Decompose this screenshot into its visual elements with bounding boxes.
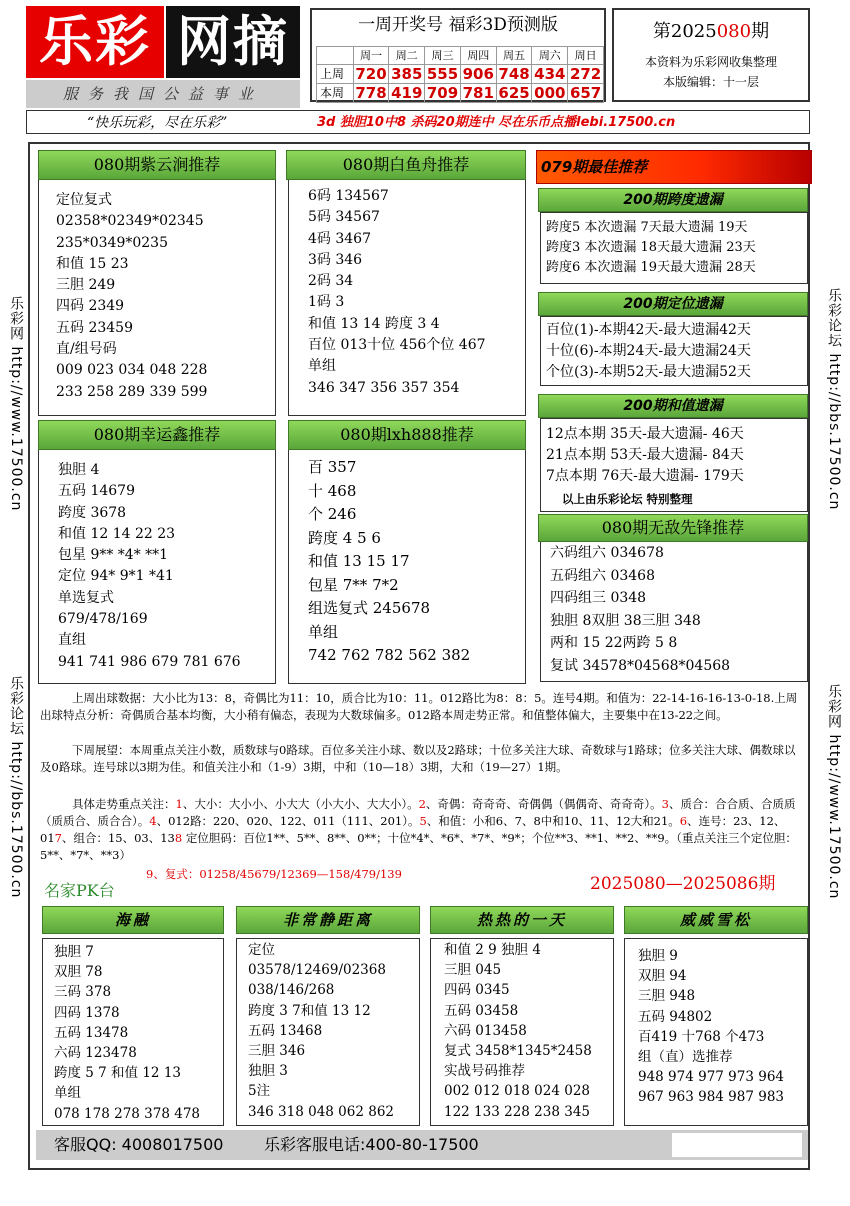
line: 三胆 346 xyxy=(248,1042,306,1059)
issue-title xyxy=(614,20,808,44)
logo-text-wang: 网摘 xyxy=(166,6,300,78)
line: 定位 94* 9*1 *41 xyxy=(58,568,174,585)
line: 单选复式 xyxy=(58,589,114,606)
panel-ziyun-title: 080期紫云涧推荐 xyxy=(38,150,276,180)
draw-number: 778 xyxy=(353,84,389,103)
line: 十 468 xyxy=(308,481,357,500)
line: 复试 34578*04568*04568 xyxy=(550,657,731,674)
trend-text: 、012路：220、020、122、011（111、201）。 xyxy=(156,814,420,828)
line: 2码 34 xyxy=(308,273,354,290)
weekly-draw-box xyxy=(310,8,606,102)
line: 包星 7** 7*2 xyxy=(308,575,399,594)
day-cell: 周日 xyxy=(568,47,604,65)
line: 346 347 356 357 354 xyxy=(308,379,460,396)
row-label: 本周 xyxy=(317,84,354,103)
pos-line: 十位(6)-本期24天-最大遗漏24天 xyxy=(546,343,751,359)
analysis-outlook: 下周展望：本周重点关注小数，质数球与0路球。百位多关注小球、数以及2路球；十位多关注大球、奇数球与1路球；位多关注大球、偶数球以及0路球。连号球以3期为佳。和值关注小和（1-9）3期，中和（10—18）3期，大和（19—27）1期。 xyxy=(40,743,796,774)
this-week-row xyxy=(317,84,604,103)
banner-promo[interactable]: 3d 独胆10中8 杀码20期连中 尽在乐币点播lebi.17500.cn xyxy=(317,115,676,130)
line: 3码 346 xyxy=(308,251,363,268)
pos-line: 个位(3)-本期52天-最大遗漏52天 xyxy=(546,364,751,380)
trend-intro: 具体走势重点关注： xyxy=(72,797,176,811)
draw-number: 906 xyxy=(460,65,496,84)
sum-note: 以上由乐彩论坛 特别整理 xyxy=(562,492,693,506)
pos-line: 百位(1)-本期42天-最大遗漏42天 xyxy=(546,322,751,338)
trend-text: 、和值：小和6、7、8中和10、11、12大和21。 xyxy=(426,814,680,828)
line: 03578/12469/02368 xyxy=(248,962,386,979)
day-cell: 周三 xyxy=(425,47,461,65)
line: 四码组三 0348 xyxy=(550,590,647,606)
panel-ziyun-body xyxy=(56,190,207,403)
trend-text: 、组合：15、03、13 xyxy=(61,831,175,845)
blank-cell xyxy=(317,47,354,65)
line: 复式 3458*1345*2458 xyxy=(444,1042,592,1059)
line: 单组 xyxy=(54,1085,81,1102)
line: 直组 xyxy=(58,632,86,649)
draw-number: 781 xyxy=(460,84,496,103)
banner-slogan: “快乐玩彩，尽在乐彩” xyxy=(87,115,228,131)
line: 跨度 4 5 6 xyxy=(308,528,381,547)
pk-col-4-title: 威威雪松 xyxy=(624,906,808,934)
footer-qq[interactable]: 客服QQ: 4008017500 xyxy=(54,1135,224,1154)
line: 独胆 7 xyxy=(54,944,94,960)
line: 038/146/268 xyxy=(248,982,335,999)
line: 五码 14679 xyxy=(58,483,135,500)
logo-slogan: 服务我国公益事业 xyxy=(26,80,300,108)
day-cell: 周一 xyxy=(353,47,389,65)
trend-num: 6 xyxy=(679,814,688,828)
line: 967 963 984 987 983 xyxy=(638,1089,785,1106)
day-cell: 周二 xyxy=(389,47,425,65)
line: 六码 123478 xyxy=(54,1044,137,1061)
trend-num: 2 xyxy=(418,797,426,811)
line: 四码 2349 xyxy=(56,298,125,315)
analysis-last-week: 上周出球数据：大小比为13：8，奇偶比为11：10，质合比为10：11。012路比为8：8：5。连号4期。和值为：22-14-16-16-13-0-18.上周出球特点分析：奇偶质合基本均衡，大小稍有偏态，表现为大数球偏多。012路本周走势正常。和值整体偏大，主要集中在13-22之间。 xyxy=(40,691,798,722)
line: 实战号码推荐 xyxy=(444,1063,525,1080)
panel-lxh-title: 080期lxh888推荐 xyxy=(288,420,526,450)
line: 和值 12 14 22 23 xyxy=(58,525,176,542)
line: 百419 十768 个473 xyxy=(638,1028,765,1045)
line: 百位 013十位 456个位 467 xyxy=(308,337,486,354)
line: 五码 03458 xyxy=(444,1002,519,1019)
pk-col-1-body xyxy=(54,942,200,1124)
draw-number: 625 xyxy=(496,84,532,103)
line: 五码 13478 xyxy=(54,1024,129,1041)
line: 独胆 9 xyxy=(638,948,678,964)
line: 五码 94802 xyxy=(638,1008,713,1025)
trend-num: 3 xyxy=(661,797,669,811)
panel-baiyu-title: 080期白鱼舟推荐 xyxy=(286,150,526,180)
line: 三胆 948 xyxy=(638,988,696,1005)
line: 948 974 977 973 964 xyxy=(638,1069,785,1086)
line: 个 246 xyxy=(308,505,357,523)
span-line: 跨度5 本次遗漏 7天最大遗漏 19天 xyxy=(546,220,748,235)
line: 两和 15 22两跨 5 8 xyxy=(550,635,678,651)
line: 双胆 94 xyxy=(638,968,687,985)
line: 独胆 4 xyxy=(58,462,100,478)
line: 组选复式 245678 xyxy=(308,599,431,617)
side-text-left-top[interactable]: 乐彩网 http://www.17500.cn xyxy=(8,296,24,512)
line: 009 023 034 048 228 xyxy=(56,362,208,379)
line: 4码 3467 xyxy=(308,230,371,247)
sum-line: 7点本期 76天-最大遗漏- 179天 xyxy=(546,468,744,484)
panel-wudi-body xyxy=(550,542,730,677)
line: 941 741 986 679 781 676 xyxy=(58,653,241,670)
pk-col-1-title: 海融 xyxy=(42,906,224,934)
draw-number: 434 xyxy=(532,65,568,84)
issue-suffix: 期 xyxy=(751,21,770,42)
span-miss-title: 200期跨度遗漏 xyxy=(538,188,808,212)
issue-box xyxy=(612,8,810,102)
weekly-draw-table xyxy=(316,46,604,103)
line: 跨度 3 7和值 13 12 xyxy=(248,1002,371,1019)
trend-num: 7 xyxy=(54,831,62,845)
draw-number: 720 xyxy=(353,65,389,84)
trend-num: 8 xyxy=(174,831,183,845)
footer-phone[interactable]: 乐彩客服电话:400-80-17500 xyxy=(264,1135,479,1154)
line: 六码组六 034678 xyxy=(550,545,664,561)
day-cell: 周四 xyxy=(460,47,496,65)
footer xyxy=(36,1130,808,1160)
draw-number: 709 xyxy=(425,84,461,103)
row-label: 上周 xyxy=(317,65,354,84)
pk-col-2-body xyxy=(248,940,394,1122)
line: 四码 0345 xyxy=(444,982,510,999)
issue-editor: 本版编辑：十一层 xyxy=(662,75,759,89)
line: 5码 34567 xyxy=(308,209,380,226)
line: 和值 13 15 17 xyxy=(308,552,410,570)
line: 五码 23459 xyxy=(56,319,133,336)
line: 6码 134567 xyxy=(308,188,389,204)
line: 和值 13 14 跨度 3 4 xyxy=(308,315,440,332)
trend-text: 、奇偶：奇奇奇、奇偶偶（偶偶奇、奇奇奇）。 xyxy=(425,797,662,811)
banner xyxy=(26,110,810,134)
side-text-right-bottom[interactable]: 乐彩网 http://www.17500.cn xyxy=(826,684,842,900)
span-line: 跨度6 本次遗漏 19天最大遗漏 28天 xyxy=(546,260,756,275)
last-week-row xyxy=(317,65,604,84)
line: 独胆 8双胆 38三胆 348 xyxy=(550,612,701,629)
line: 002 012 018 024 028 xyxy=(444,1083,591,1100)
draw-number: 272 xyxy=(568,65,604,84)
draw-number: 748 xyxy=(496,65,532,84)
line: 078 178 278 378 478 xyxy=(54,1105,201,1122)
trend-text: 、质合：合合质、合质质（质质合、质合合）。 xyxy=(40,797,796,828)
issue-source: 本资料为乐彩网收集整理 xyxy=(644,55,777,69)
line: 235*0349*0235 xyxy=(56,234,168,251)
line: 六码 013458 xyxy=(444,1022,527,1039)
line: 百 357 xyxy=(308,458,357,476)
panel-xingyun-body xyxy=(58,460,241,673)
line: 679/478/169 xyxy=(58,611,148,628)
draw-number: 000 xyxy=(532,84,568,103)
analysis-fushi: 9、复式：01258/45679/12369—158/479/139 xyxy=(146,867,402,881)
trend-text: 定位胆码：百位1**、5**、8**、0**；十位*4*、*6*、*7*、*9*；个位**3、**1、**2、**9。（重点关注三个定位胆：5**、*7*、**3） xyxy=(40,831,797,862)
trend-text: 、大小：大小小、小大大（小大小、大大小）。 xyxy=(182,797,419,811)
trend-num: 5 xyxy=(419,814,427,828)
pk-period: 2025080—2025086期 xyxy=(590,874,776,894)
line: 单组 xyxy=(308,358,336,375)
span-line: 跨度3 本次遗漏 18天最大遗漏 23天 xyxy=(546,240,756,255)
logo-mark xyxy=(26,6,300,78)
line: 742 762 782 562 382 xyxy=(308,646,471,664)
line: 五码 13468 xyxy=(248,1022,323,1039)
sum-line: 21点本期 53天-最大遗漏- 84天 xyxy=(546,447,744,463)
day-cell: 周五 xyxy=(496,47,532,65)
panel-xingyun-title: 080期幸运鑫推荐 xyxy=(38,420,276,450)
pk-col-3-title: 热热的一天 xyxy=(430,906,614,934)
line: 1码 3 xyxy=(308,294,345,311)
line: 独胆 3 xyxy=(248,1063,288,1080)
line: 定位复式 xyxy=(56,192,112,208)
issue-prefix: 第2025 xyxy=(652,21,717,42)
issue-number: 080 xyxy=(716,21,752,42)
line: 包星 9** *4* **1 xyxy=(58,547,169,564)
line: 02358*02349*02345 xyxy=(56,213,204,230)
line: 四码 1378 xyxy=(54,1004,120,1021)
logo-text-le: 乐彩 xyxy=(26,6,164,78)
line: 双胆 78 xyxy=(54,964,103,981)
sum-line: 12点本期 35天-最大遗漏- 46天 xyxy=(546,426,744,442)
trend-num: 1 xyxy=(175,797,183,811)
draw-number: 419 xyxy=(389,84,425,103)
pos-miss-title: 200期定位遗漏 xyxy=(538,292,808,316)
line: 和值 2 9 独胆 4 xyxy=(444,942,541,958)
line: 和值 15 23 xyxy=(56,255,129,272)
logo xyxy=(26,6,300,106)
line: 跨度 3678 xyxy=(58,504,127,521)
analysis-trend xyxy=(40,796,800,864)
weekly-draw-title: 一周开奖号 福彩3D预测版 xyxy=(358,15,558,35)
panel-wudi-title: 080期无敌先锋推荐 xyxy=(538,514,808,542)
sum-miss-title: 200期和值遗漏 xyxy=(538,394,808,418)
line: 定位 xyxy=(248,942,275,958)
line: 233 258 289 339 599 xyxy=(56,383,208,400)
draw-number: 555 xyxy=(425,65,461,84)
pk-col-3-body xyxy=(444,940,592,1122)
pk-label: 名家PK台 xyxy=(44,881,115,900)
trend-text: 、连号：23、12、01 xyxy=(40,814,786,845)
side-text-right-top[interactable]: 乐彩论坛 http://bbs.17500.cn xyxy=(826,288,842,511)
line: 5注 xyxy=(248,1083,271,1100)
line: 跨度 5 7 和值 12 13 xyxy=(54,1065,181,1082)
line: 五码组六 03468 xyxy=(550,567,655,584)
days-row xyxy=(317,47,604,65)
line: 122 133 228 238 345 xyxy=(444,1103,591,1120)
pk-col-4-body xyxy=(638,946,784,1108)
line: 直/组号码 xyxy=(56,341,117,358)
line: 三码 378 xyxy=(54,984,112,1001)
side-text-left-bottom[interactable]: 乐彩论坛 http://bbs.17500.cn xyxy=(8,676,24,899)
day-cell: 周六 xyxy=(532,47,568,65)
draw-number: 385 xyxy=(389,65,425,84)
trend-num: 4 xyxy=(149,814,157,828)
line: 单组 xyxy=(308,622,339,641)
hot-title: 079期最佳推荐 xyxy=(536,150,812,184)
line: 三胆 045 xyxy=(444,962,502,979)
line: 346 318 048 062 862 xyxy=(248,1103,395,1120)
footer-blank xyxy=(672,1133,802,1157)
panel-lxh-body xyxy=(308,456,470,668)
draw-number: 657 xyxy=(568,84,604,103)
line: 组（直）选推荐 xyxy=(638,1048,733,1065)
line: 三胆 249 xyxy=(56,277,116,294)
panel-baiyu-body xyxy=(308,186,486,399)
pk-col-2-title: 非常静距离 xyxy=(236,906,420,934)
